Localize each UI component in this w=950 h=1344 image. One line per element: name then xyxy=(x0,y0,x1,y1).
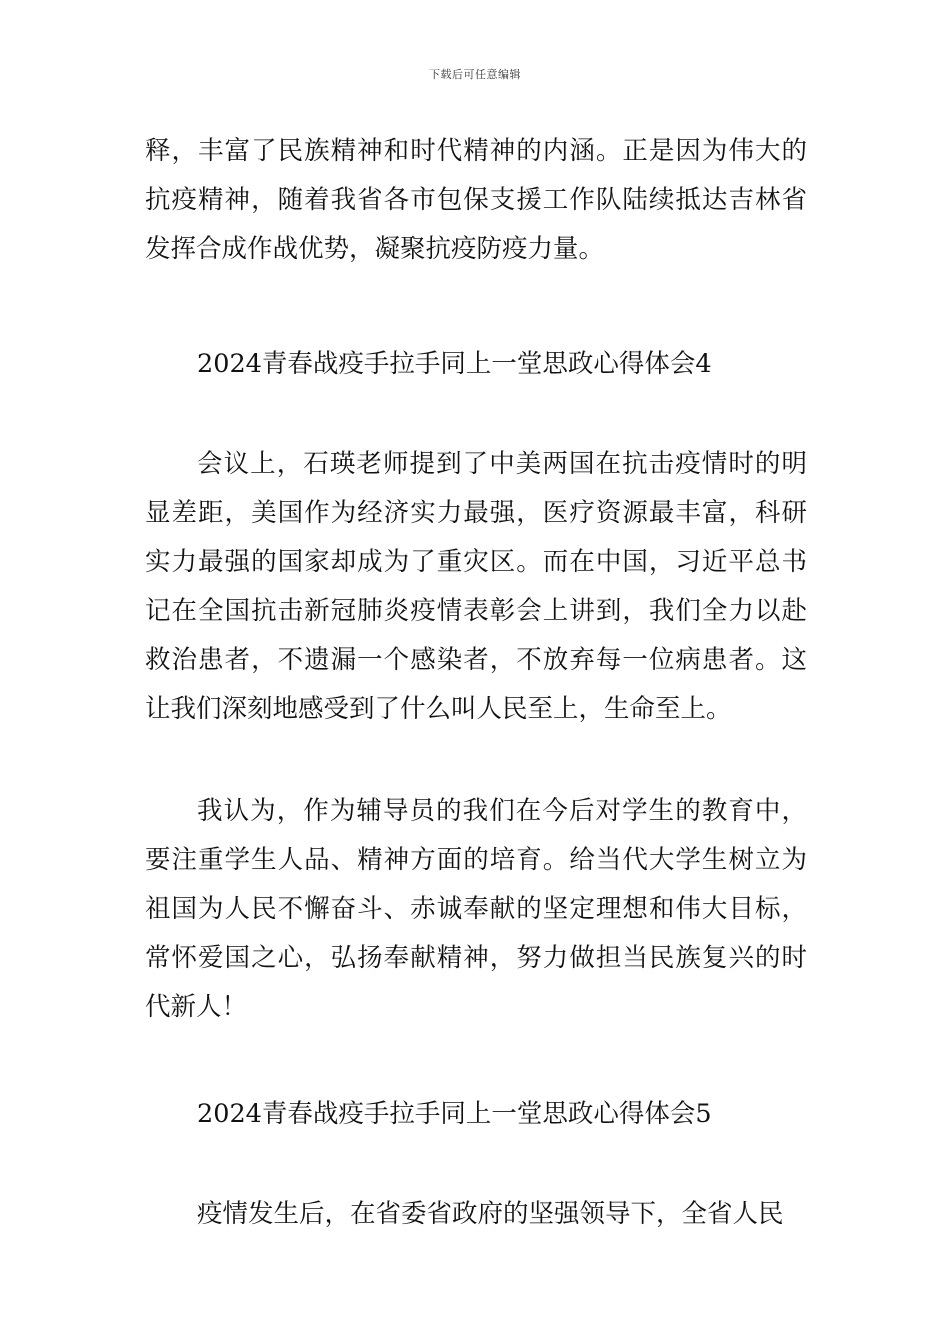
paragraph-opinion: 我认为，作为辅导员的我们在今后对学生的教育中，要注重学生人品、精神方面的培育。给当代大学生树立为祖国为人民不懈奋斗、赤诚奉献的坚定理想和伟大目标，常怀爱国之心，弘扬奉献精神，努力做担当民族复兴的时代新人！ xyxy=(145,796,807,1022)
page-header: 下载后可任意编辑 xyxy=(429,68,521,81)
document-body xyxy=(145,127,807,1239)
paragraph-continuation: 释，丰富了民族精神和时代精神的内涵。正是因为伟大的抗疫精神，随着我省各市包保支援工作队陆续抵达吉林省发挥合成作战优势，凝聚抗疫防疫力量。 xyxy=(145,136,807,264)
paragraph-meeting: 会议上，石瑛老师提到了中美两国在抗击疫情时的明显差距，美国作为经济实力最强，医疗资源最丰富，科研实力最强的国家却成为了重灾区。而在中国，习近平总书记在全国抗击新冠肺炎疫情表彰会上讲到，我们全力以赴救治患者，不遗漏一个感染者，不放弃每一位病患者。这让我们深刻地感受到了什么叫人民至上，生命至上。 xyxy=(145,449,807,724)
section-heading-4: 2024青春战疫手拉手同上一堂思政心得体会4 xyxy=(197,349,712,379)
section-heading-5: 2024青春战疫手拉手同上一堂思政心得体会5 xyxy=(197,1099,712,1129)
paragraph-epidemic: 疫情发生后，在省委省政府的坚强领导下，全省人民 xyxy=(197,1199,784,1229)
